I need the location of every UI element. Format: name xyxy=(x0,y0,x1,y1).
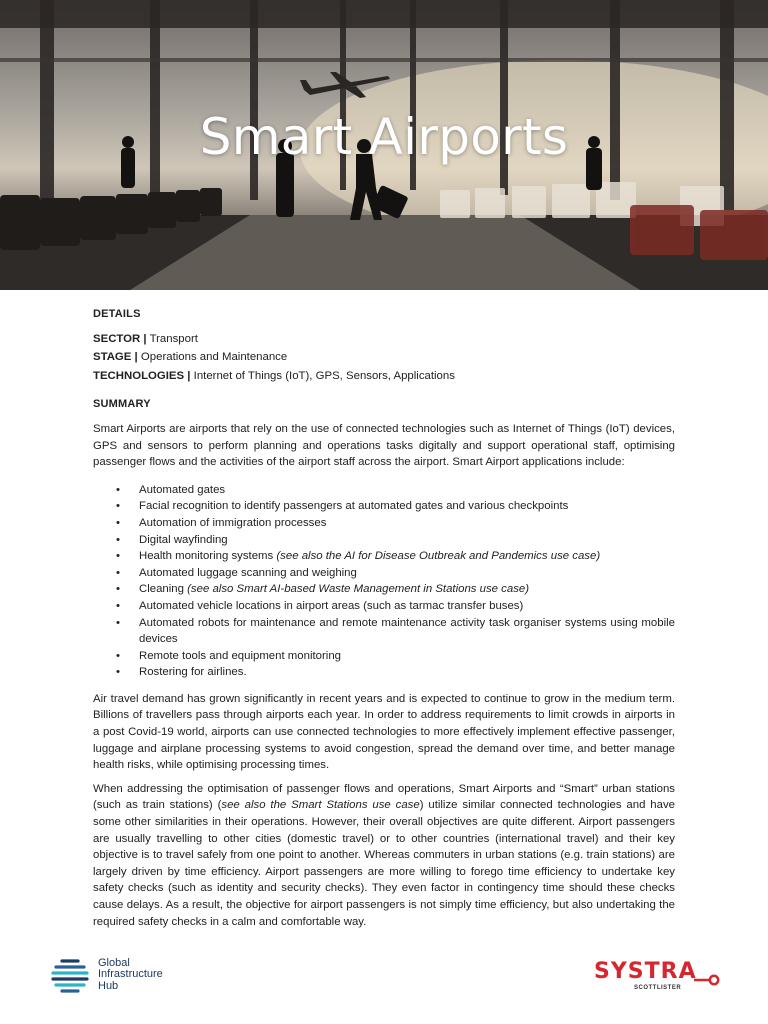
detail-label: TECHNOLOGIES | xyxy=(93,369,191,382)
summary-intro: Smart Airports are airports that rely on the use of connected technologies such as Internet of Things (IoT) devices, GPS and sensors to perform planning and operations tasks digitally and support operational staff, optimising passenger flows and the activities of the airport staff across the airport. Smart Airport applications include: xyxy=(93,422,675,469)
detail-value: Operations and Maintenance xyxy=(137,351,288,364)
detail-value: Transport xyxy=(146,332,198,345)
systra-logo xyxy=(594,959,722,999)
applications-list xyxy=(93,482,675,681)
detail-stage xyxy=(93,349,675,366)
list-item: • Rostering for airlines. xyxy=(93,664,675,681)
list-item: • Facial recognition to identify passengers at automated gates and various checkpoints xyxy=(93,498,675,515)
list-item: • Digital wayfinding xyxy=(93,532,675,549)
list-item: • Health monitoring systems (see also the AI for Disease Outbreak and Pandemics use case) xyxy=(93,548,675,565)
gih-wordmark: Global Infrastructure Hub xyxy=(98,956,163,992)
detail-label: SECTOR | xyxy=(93,332,147,345)
systra-wordmark: SYSTRA xyxy=(594,959,697,984)
detail-value: Internet of Things (IoT), GPS, Sensors, Applications xyxy=(190,369,455,382)
page-title: Smart Airports xyxy=(199,108,569,166)
list-item: • Remote tools and equipment monitoring xyxy=(93,648,675,665)
detail-label: STAGE | xyxy=(93,351,138,364)
details-heading: DETAILS xyxy=(93,308,141,320)
globe-lines-icon xyxy=(50,957,92,993)
list-item: • Automated robots for maintenance and remote maintenance activity task organiser systems using mobile devices xyxy=(93,615,675,648)
list-item: • Automated vehicle locations in airport areas (such as tarmac transfer buses) xyxy=(93,598,675,615)
summary-heading: SUMMARY xyxy=(93,398,151,411)
list-item: • Cleaning (see also Smart AI-based Waste Management in Stations use case) xyxy=(93,581,675,598)
paragraph-demand: Air travel demand has grown significantly in recent years and is expected to continue to grow in the medium term. Billions of travellers pass through airports each year. In order to address requirements to limit crowds in airports in a post Covid-19 world, airports can use connected technologies to more effectively implement effective passenger, luggage and airplane processing systems to avoid congestion, spread the demand over time, and better manage health risks, while optimising processing times. xyxy=(93,692,675,772)
document-body xyxy=(93,304,675,937)
paragraph-comparison: When addressing the optimisation of passenger flows and operations, Smart Airports and “Smart” urban stations (such as train stations) (see also the Smart Stations use case) utilize similar connected technologies and have some other similarities in their operations. However, their overall objectives are quite different. Airport passengers are usually travelling to other cities (domestic travel) or to other countries (international travel) and their key objective is to travel safely from one point to another. Whereas commuters in urban stations (e.g. train stations) are largely driven by time efficiency. Airport passengers are more willing to forego time efficiency to undertake key safety checks (such as identity and security checks). They even factor in contingency time should these checks cause delays. As a result, the objective for airport passengers is not simply time efficiency, but also undertaking the required safety checks in a calm and comfortable way. xyxy=(93,782,676,928)
systra-subbrand: SCOTTLISTER xyxy=(634,985,682,991)
list-item: • Automated luggage scanning and weighing xyxy=(93,565,675,582)
list-item: • Automated gates xyxy=(93,482,675,499)
hero-banner xyxy=(0,0,768,290)
gih-logo xyxy=(50,955,163,995)
rail-connector-icon xyxy=(694,973,720,987)
list-item: • Automation of immigration processes xyxy=(93,515,675,532)
detail-technologies xyxy=(93,368,675,385)
detail-sector xyxy=(93,331,675,348)
